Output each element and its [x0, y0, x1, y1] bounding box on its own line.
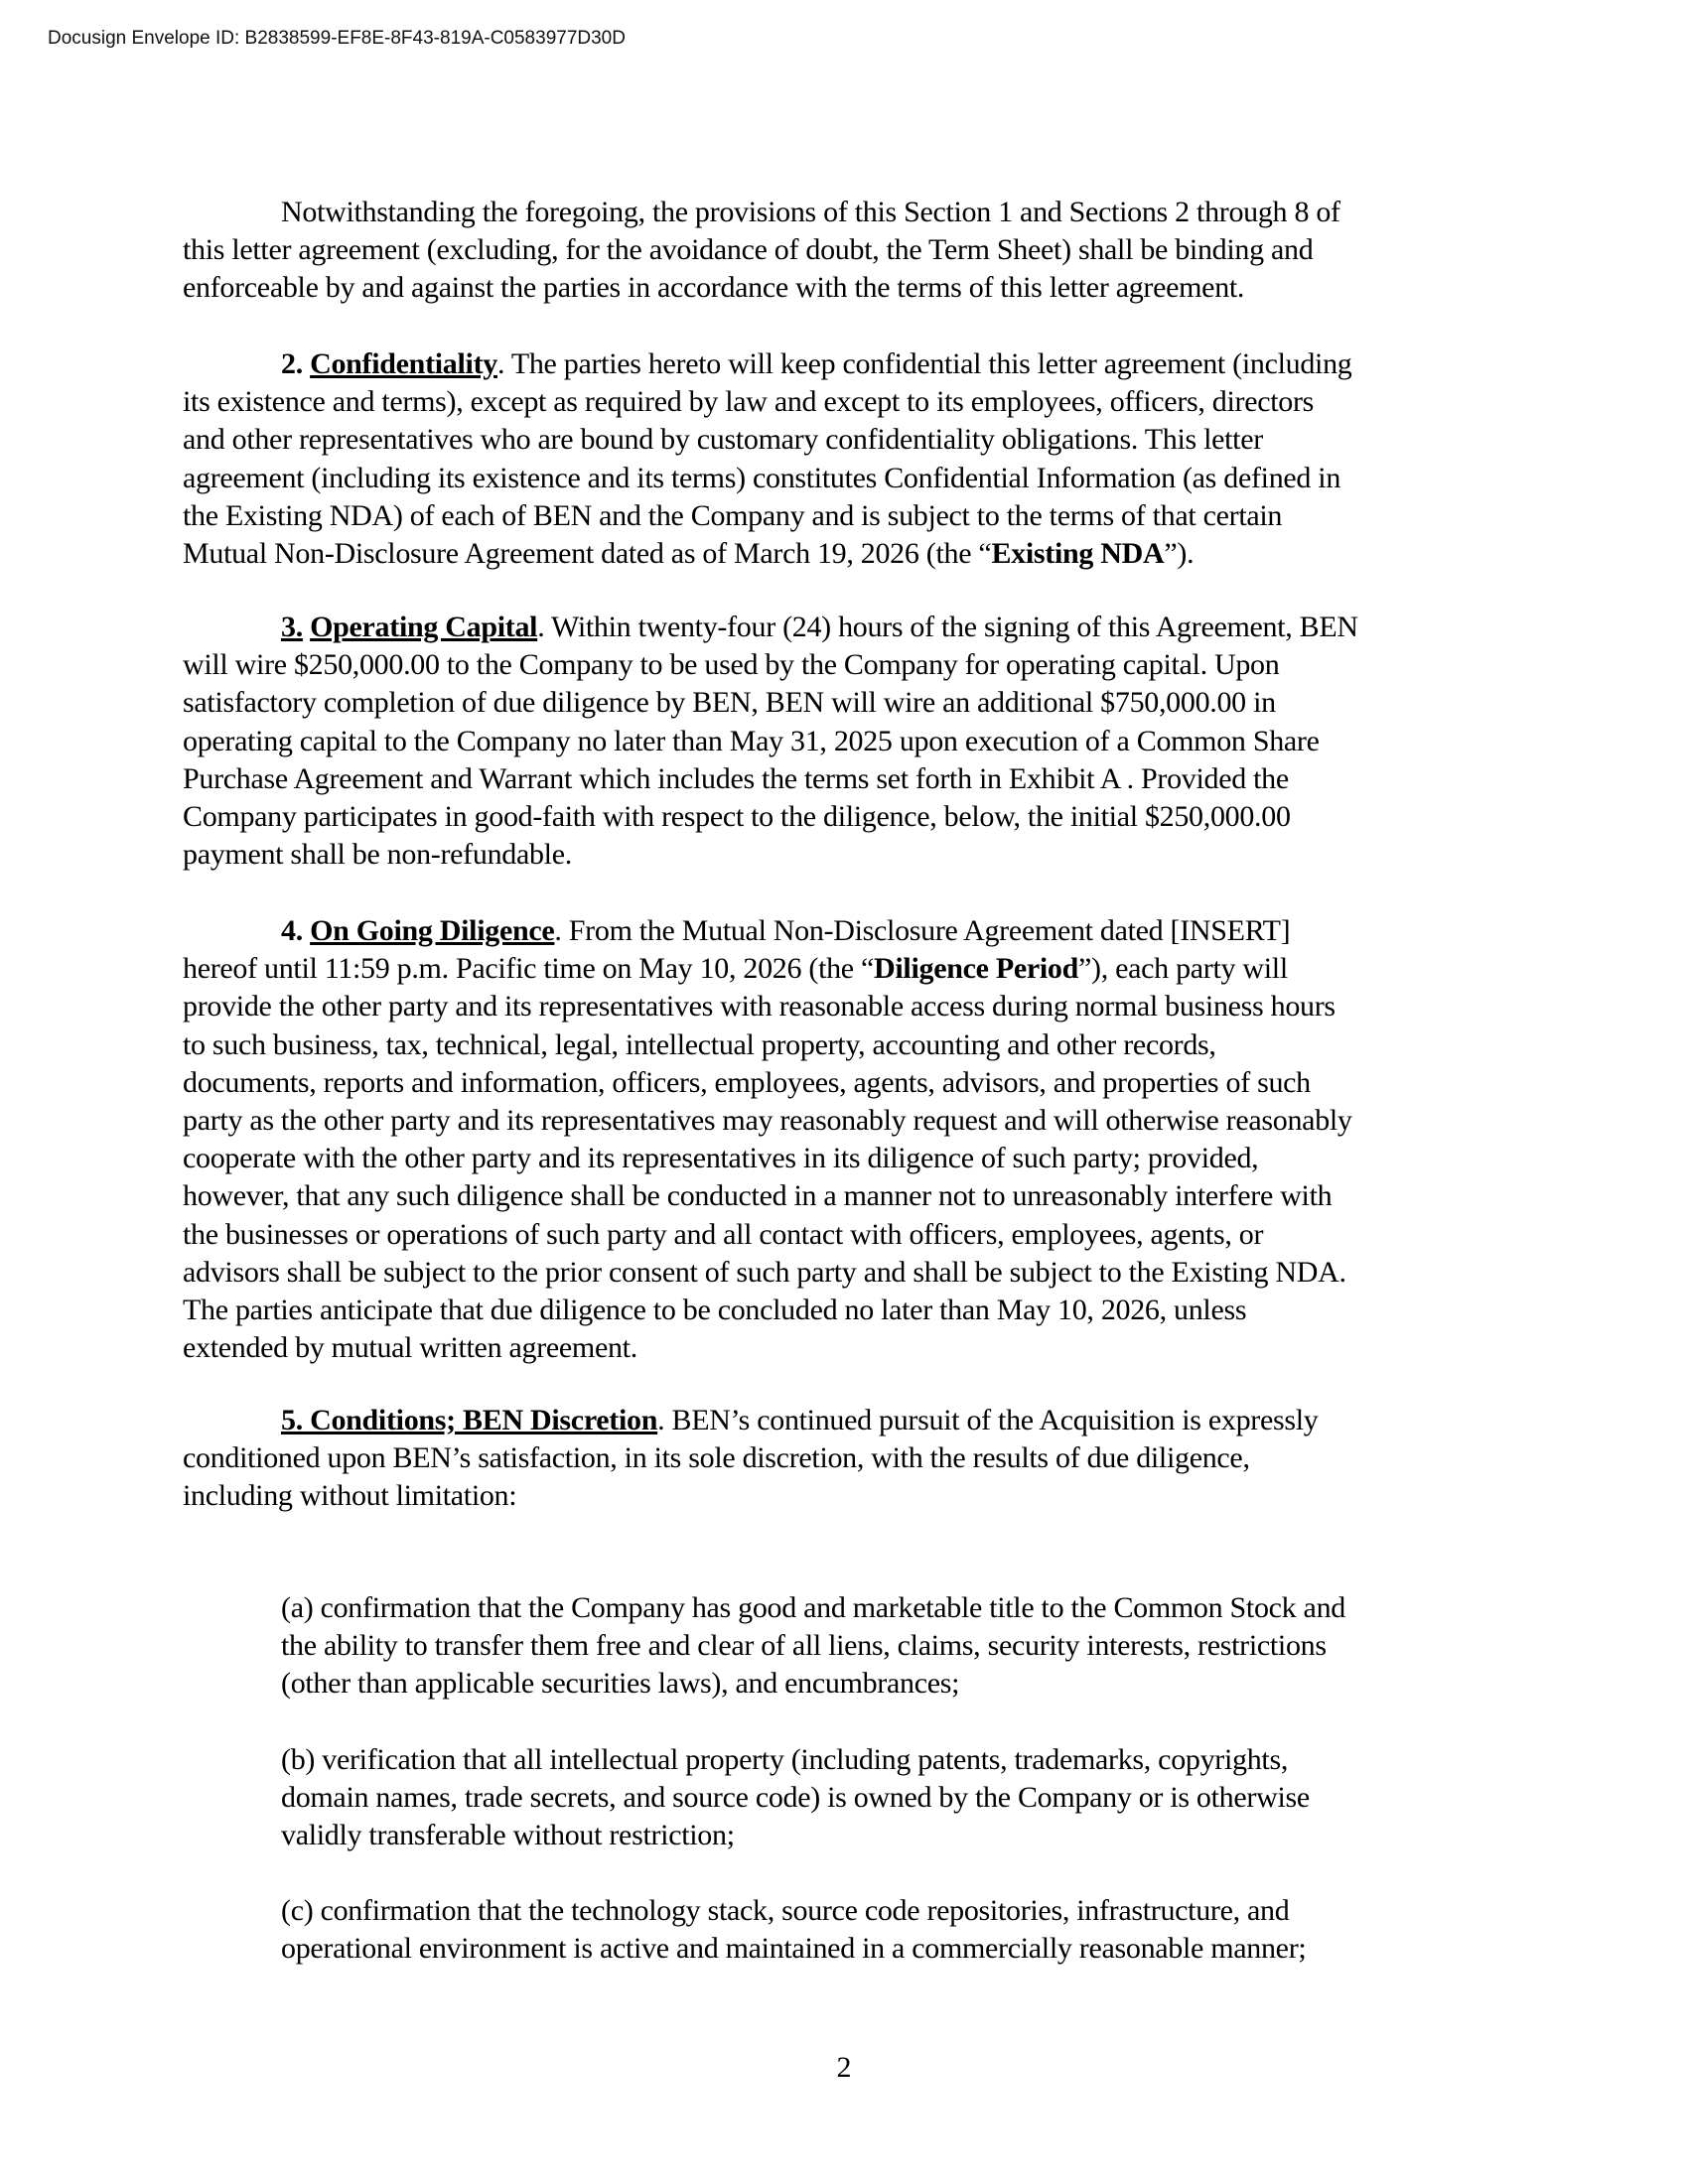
text-segment: enforceable by and against the parties in accordance with the terms of this letter agreement. — [183, 271, 1245, 305]
text-line — [183, 383, 1351, 421]
text-line — [183, 1140, 1352, 1177]
text-segment: party as the other party and its representatives may reasonably request and will otherwise reasonably — [183, 1103, 1352, 1137]
bold-text: 5. Conditions; BEN Discretion — [281, 1404, 658, 1436]
text-segment: (other than applicable securities laws), and encumbrances; — [281, 1667, 960, 1701]
text-line — [183, 646, 1358, 684]
text-segment: operating capital to the Company no later than May 31, 2025 upon execution of a Common Share — [183, 724, 1320, 757]
section-4-on-going-diligence — [183, 912, 1352, 1367]
text-line — [183, 421, 1351, 459]
section-2-confidentiality — [183, 345, 1351, 573]
bold-text: Diligence Period — [874, 952, 1079, 986]
bold-text: Confidentiality — [310, 347, 497, 380]
section-3-operating-capital — [183, 609, 1358, 874]
text-line — [183, 231, 1340, 269]
text-segment: Notwithstanding the foregoing, the provisions of this Section 1 and Sections 2 through 8 of — [281, 196, 1340, 228]
text-segment: The parties anticipate that due diligence to be concluded no later than May 10, 2026, unless — [183, 1293, 1247, 1326]
bold-text: Operating Capital — [310, 611, 538, 643]
text-segment: extended by mutual written agreement. — [183, 1331, 637, 1365]
text-line — [183, 1026, 1352, 1064]
text-segment: will wire $250,000.00 to the Company to be used by the Company for operating capital. Upon — [183, 648, 1280, 682]
text-segment: satisfactory completion of due diligence by BEN, BEN will wire an additional $750,000.00 in — [183, 686, 1276, 720]
text-segment: cooperate with the other party and its representatives in its diligence of such party; provided, — [183, 1142, 1259, 1175]
text-segment: including without limitation: — [183, 1479, 517, 1513]
text-segment: Mutual Non-Disclosure Agreement dated as of March 19, 2026 (the “ — [183, 536, 992, 570]
text-segment: (a) confirmation that the Company has good and marketable title to the Common Stock and — [281, 1591, 1345, 1624]
text-line — [183, 460, 1351, 497]
bold-text: 2. — [281, 347, 311, 380]
text-line — [183, 1439, 1318, 1477]
text-line — [183, 1817, 1310, 1854]
text-segment: payment shall be non-refundable. — [183, 838, 572, 872]
condition-a — [183, 1589, 1345, 1704]
text-line — [183, 988, 1352, 1025]
paragraph-binding-provisions — [183, 194, 1340, 308]
text-line — [183, 1930, 1306, 1968]
text-segment: its existence and terms), except as required by law and except to its employees, officers, directors — [183, 385, 1315, 419]
text-line — [183, 1064, 1352, 1102]
text-line — [183, 1254, 1352, 1292]
text-segment: validly transferable without restriction; — [281, 1819, 735, 1852]
bold-text: On Going Diligence — [310, 914, 555, 947]
bold-text: Existing NDA — [991, 536, 1165, 570]
page-number: 2 — [836, 2051, 852, 2084]
text-line — [183, 684, 1358, 722]
condition-b — [183, 1741, 1310, 1855]
bold-text: 4. — [281, 914, 311, 947]
text-line — [183, 1329, 1352, 1367]
text-segment: provide the other party and its representatives with reasonable access during normal business hours — [183, 990, 1336, 1024]
text-line — [183, 1589, 1345, 1627]
text-line — [183, 760, 1358, 798]
text-segment: domain names, trade secrets, and source code) is owned by the Company or is otherwise — [281, 1781, 1310, 1815]
text-line — [183, 345, 1351, 383]
section-5-conditions — [183, 1402, 1318, 1516]
text-segment: the Existing NDA) of each of BEN and the Company and is subject to the terms of that certain — [183, 498, 1283, 532]
text-line — [183, 950, 1352, 988]
text-line — [183, 1627, 1345, 1665]
text-segment: . From the Mutual Non-Disclosure Agreement dated [INSERT] — [554, 914, 1291, 947]
text-segment: advisors shall be subject to the prior consent of such party and shall be subject to the Existing NDA. — [183, 1255, 1346, 1289]
text-segment: and other representatives who are bound by customary confidentiality obligations. This letter — [183, 423, 1263, 457]
text-line — [183, 1177, 1352, 1215]
text-segment: ”), each party will — [1078, 952, 1288, 986]
text-segment: hereof until 11:59 p.m. Pacific time on May 10, 2026 (the “ — [183, 952, 875, 986]
text-line — [183, 836, 1358, 874]
text-line — [183, 269, 1340, 307]
text-line — [183, 1779, 1310, 1817]
text-segment: the ability to transfer them free and clear of all liens, claims, security interests, restrictions — [281, 1629, 1327, 1663]
text-segment: to such business, tax, technical, legal, intellectual property, accounting and other records, — [183, 1027, 1216, 1061]
text-segment: however, that any such diligence shall be conducted in a manner not to unreasonably interfere with — [183, 1179, 1333, 1213]
text-segment: conditioned upon BEN’s satisfaction, in its sole discretion, with the results of due diligence, — [183, 1441, 1250, 1475]
text-line — [183, 1102, 1352, 1140]
text-segment: agreement (including its existence and its terms) constitutes Confidential Information (as defined in — [183, 461, 1341, 494]
text-line — [183, 912, 1352, 950]
text-line — [183, 609, 1358, 646]
text-segment: ”). — [1164, 536, 1195, 570]
text-line — [183, 1741, 1310, 1779]
condition-c — [183, 1892, 1306, 1968]
text-line — [183, 1892, 1306, 1930]
text-line — [183, 1402, 1318, 1439]
text-line — [183, 1216, 1352, 1254]
text-segment: (b) verification that all intellectual property (including patents, trademarks, copyrights, — [281, 1743, 1289, 1776]
text-line — [183, 798, 1358, 836]
text-line — [183, 497, 1351, 535]
text-segment: . Within twenty-four (24) hours of the signing of this Agreement, BEN — [537, 611, 1358, 643]
text-segment: the businesses or operations of such party and all contact with officers, employees, agents, or — [183, 1217, 1264, 1251]
text-segment: this letter agreement (excluding, for the avoidance of doubt, the Term Sheet) shall be binding and — [183, 233, 1314, 267]
text-segment: documents, reports and information, officers, employees, agents, advisors, and properties of such — [183, 1065, 1311, 1099]
text-segment: operational environment is active and maintained in a commercially reasonable manner; — [281, 1932, 1307, 1966]
text-line — [183, 1665, 1345, 1703]
text-line — [183, 535, 1351, 573]
text-segment: Company participates in good-faith with respect to the diligence, below, the initial $250,000.00 — [183, 799, 1291, 833]
text-line — [183, 1477, 1318, 1515]
bold-text: 3. — [281, 611, 303, 643]
text-line — [183, 194, 1340, 231]
docusign-envelope-id: Docusign Envelope ID: B2838599-EF8E-8F43-819A-C0583977D30D — [48, 28, 626, 49]
text-segment: . The parties hereto will keep confidential this letter agreement (including — [496, 347, 1352, 380]
text-line — [183, 723, 1358, 760]
text-segment: Purchase Agreement and Warrant which includes the terms set forth in Exhibit A . Provided the — [183, 761, 1289, 795]
text-segment: . BEN’s continued pursuit of the Acquisition is expressly — [657, 1404, 1319, 1436]
text-line — [183, 1292, 1352, 1329]
text-segment: (c) confirmation that the technology stack, source code repositories, infrastructure, and — [281, 1894, 1290, 1927]
